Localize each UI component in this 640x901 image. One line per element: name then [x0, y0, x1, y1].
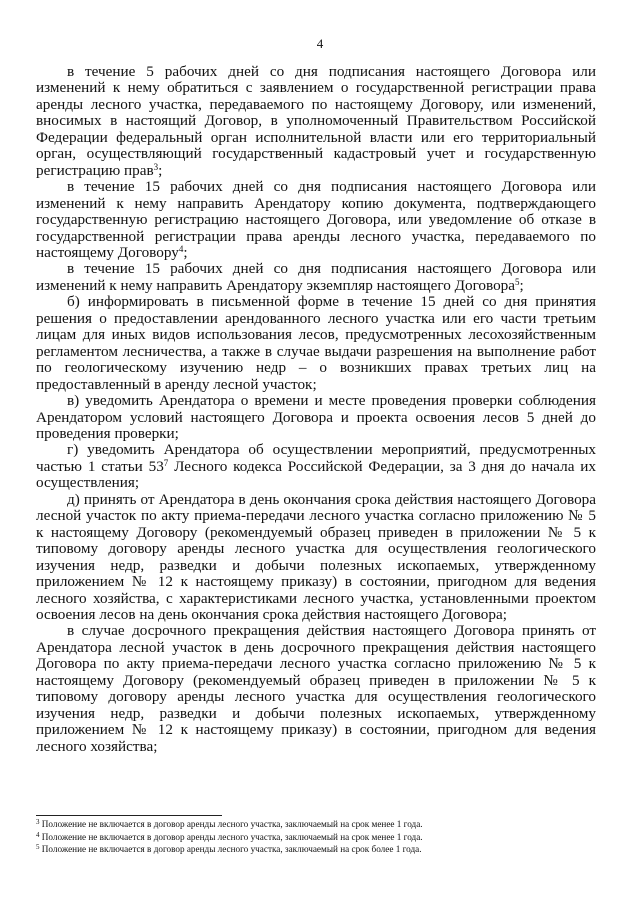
paragraph-early-termination	[36, 623, 596, 755]
footnote-3	[36, 818, 596, 831]
footnote-divider	[36, 815, 222, 816]
paragraph-tail: ;	[158, 161, 163, 179]
footnote-reference: 3	[153, 161, 159, 172]
footnote-text: Положение не включается в договор аренды лесного участка, заключаемый на срок менее 1 года.	[39, 831, 423, 842]
paragraph-text: б) информировать в письменной форме в течение 15 дней со дня принятия решения о предоставлении арендованного лесного участка или его части третьим лицам для иных видов использования лесов, предусмотренных лесохозяйственным регламентом лесничества, а также в случае выдачи разрешения на выполнение работ по геологическому изучению недр – о возникших правах третьих лиц на предоставленный в аренду лесной участок;	[36, 293, 596, 393]
paragraph-registration-application	[36, 64, 596, 179]
page-number: 4	[316, 36, 324, 51]
footnote-mark: 3	[36, 818, 40, 826]
paragraph-clause-v	[36, 393, 596, 442]
footnote-text: Положение не включается в договор аренды лесного участка, заключаемый на срок менее 1 года.	[39, 819, 423, 829]
footnote-4	[36, 831, 596, 844]
paragraph-text: в случае досрочного прекращения действия настоящего Договора принять от Арендатора лесной участок в день досрочного прекращения действия настоящего Договора по акту приема-передачи лесного участка согласно приложению № 5 к настоящему Договору (рекомендуемый образец приведен в приложении № 5 к типовому договору аренды лесного участка для осуществления геологического изучения недр, разведки и добычи полезных ископаемых, утвержденному приложением № 12 к настоящему приказу) в состоянии, пригодном для ведения лесного хозяйства;	[36, 622, 596, 755]
paragraph-tail: Лесного кодекса Российской Федерации, за 3 дня до начала их осуществления;	[36, 457, 596, 492]
footnotes	[36, 818, 596, 856]
paragraph-contract-copy	[36, 261, 596, 294]
paragraph-text: в течение 15 рабочих дней со дня подписания настоящего Договора или изменений к нему направить Арендатору экземпляр настоящего Договора	[36, 260, 596, 294]
paragraph-text: в) уведомить Арендатора о времени и месте проведения проверки соблюдения Арендатором условий настоящего Договора и проекта освоения лесов 5 дней до проведения проверки;	[36, 392, 596, 442]
paragraph-clause-d	[36, 492, 596, 624]
paragraph-text: в течение 15 рабочих дней со дня подписания настоящего Договора или изменений к нему направить Арендатору копию документа, подтверждающего государственную регистрацию настоящего Договора, или уведомление об отказе в государственной регистрации права аренды лесного участка, передаваемого по настоящему Договору	[36, 178, 596, 261]
footnote-reference: 4	[178, 243, 184, 254]
footnote-5	[36, 843, 596, 856]
paragraph-tail: ;	[519, 276, 524, 294]
paragraph-text: д) принять от Арендатора в день окончания срока действия настоящего Договора лесной участок по акту приема-передачи лесного участка согласно приложению № 5 к настоящему Договору (рекомендуемый образец приведен в приложении № 5 к типовому договору аренды лесного участка для осуществления геологического изучения недр, разведки и добычи полезных ископаемых, утвержденному приложением № 12 к настоящему приказу) в состоянии, пригодном для ведения лесного хозяйства, с характеристиками лесного участка, установленными проектом освоения лесов на день окончания срока действия настоящего Договора;	[36, 490, 596, 623]
paragraph-text: в течение 5 рабочих дней со дня подписания настоящего Договора или изменений к нему обратиться с заявлением о государственной регистрации права аренды лесного участка, передаваемого по настоящему Договору, или изменений, вносимых в настоящий Договор, в уполномоченный Правительством Российской Федерации федеральный орган исполнительной власти или его территориальный орган, осуществляющий государственный кадастровый учет и государственную регистрацию прав	[36, 63, 596, 179]
paragraph-clause-g	[36, 442, 596, 491]
footnote-text: Положение не включается в договор аренды лесного участка, заключаемый на срок более 1 года.	[39, 844, 422, 854]
footnote-reference: 5	[515, 276, 520, 287]
paragraph-clause-b	[36, 294, 596, 393]
footnote-mark: 4	[36, 830, 40, 839]
footnote-mark: 5	[36, 843, 40, 851]
paragraph-text: г) уведомить Арендатора об осуществлении мероприятий, предусмотренных частью 1 статьи 53	[36, 441, 596, 475]
footnote-reference: 7	[163, 457, 169, 468]
document-body	[36, 64, 596, 755]
paragraph-registration-copy	[36, 179, 596, 261]
paragraph-tail: ;	[183, 243, 188, 261]
